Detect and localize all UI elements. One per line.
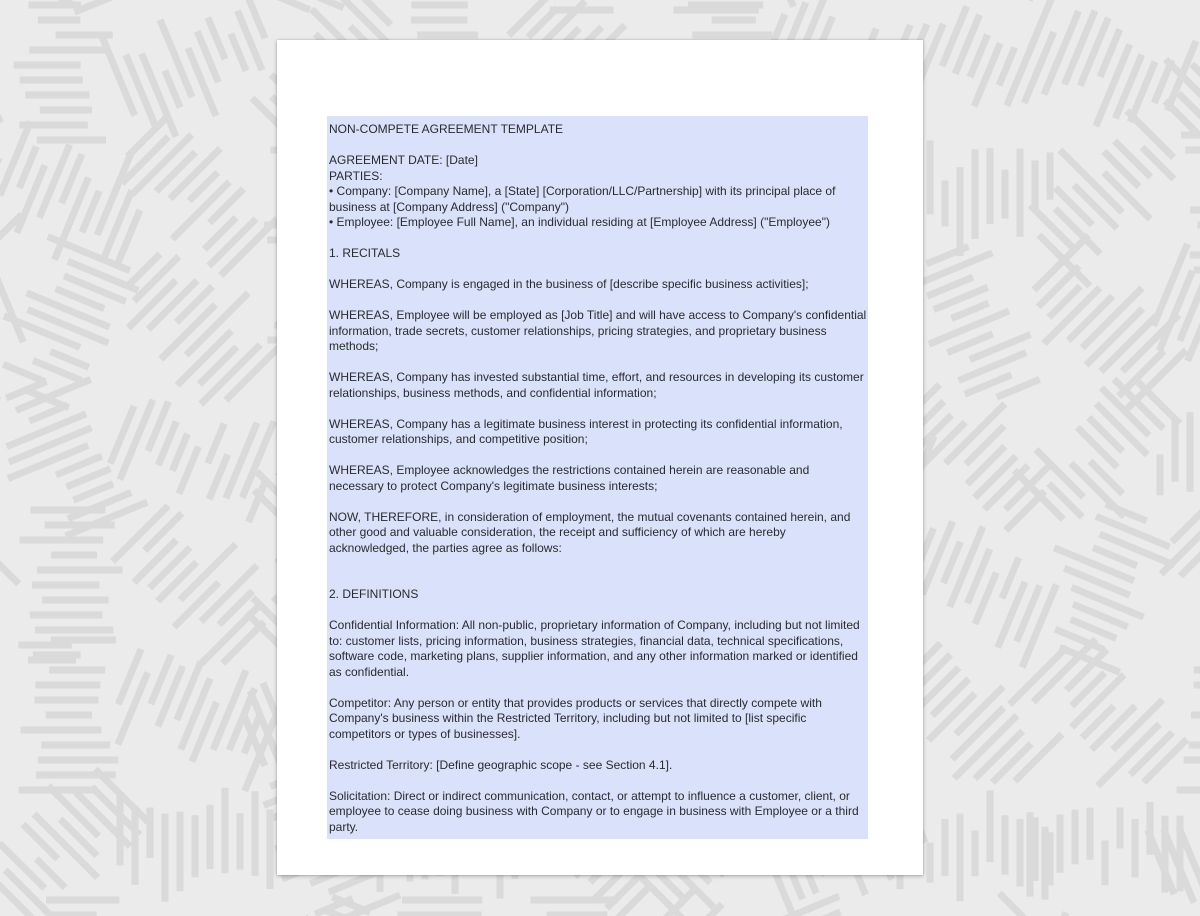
pattern-tile — [0, 0, 22, 6]
pattern-stroke — [272, 0, 309, 10]
pattern-stroke — [943, 542, 960, 583]
pattern-stroke — [922, 521, 952, 594]
pattern-stroke — [1096, 44, 1130, 126]
pattern-stroke — [3, 364, 45, 381]
section-heading-definitions: 2. DEFINITIONS — [329, 587, 419, 601]
now-therefore-paragraph: NOW, THEREFORE, in consideration of employment, the mutual covenants contained herein, and other good and valuable consideration, the receipt and sufficiency of which are hereby acknowledged, the parties agree as follows: — [329, 509, 851, 555]
pattern-stroke — [1138, 382, 1180, 424]
pattern-stroke — [1144, 739, 1187, 782]
party-company: • Company: [Company Name], a [State] [Corporation/LLC/Partnership] with its principal place of business at [Company Address] ("Company") — [329, 184, 836, 214]
pattern-stroke — [1002, 558, 1019, 599]
pattern-stroke — [1104, 173, 1150, 219]
pattern-stroke — [82, 191, 99, 232]
pattern-stroke — [0, 118, 2, 145]
pattern-tile — [1177, 640, 1200, 790]
pattern-stroke — [231, 34, 246, 71]
pattern-stroke — [951, 303, 988, 318]
pattern-tile — [398, 900, 498, 916]
pattern-stroke — [913, 253, 993, 286]
pattern-stroke — [997, 379, 1040, 397]
pattern-stroke — [19, 146, 36, 187]
pattern-stroke — [1064, 11, 1095, 85]
recital-paragraph: WHEREAS, Employee will be employed as [Job Title] and will have access to Company's confidential information, trade secrets, customer relationships, pricing strategies, and proprietary business methods; — [329, 308, 867, 353]
pattern-tile — [0, 364, 147, 548]
pattern-stroke — [1100, 534, 1175, 565]
pattern-tile — [1010, 626, 1195, 811]
pattern-stroke — [199, 347, 237, 385]
definition-paragraph: Solicitation: Direct or indirect communication, contact, or attempt to influence a customer, client, or employee to cease doing business with Company or to engage in business with Employee or a third party. — [329, 788, 859, 834]
pattern-tile — [1139, 497, 1200, 682]
pattern-tile — [103, 229, 291, 417]
pattern-stroke — [1038, 912, 1066, 916]
pattern-stroke — [992, 744, 1031, 783]
pattern-stroke — [118, 672, 148, 744]
pattern-tile — [0, 107, 23, 287]
section-heading-recitals: 1. RECITALS — [329, 246, 401, 260]
pattern-stroke — [950, 527, 983, 607]
pattern-stroke — [208, 424, 224, 464]
pattern-stroke — [39, 144, 69, 217]
pattern-stroke — [1106, 504, 1147, 521]
recital-paragraph: WHEREAS, Employee acknowledges the restrictions contained herein are reasonable and necessary to protect Company's legitimate business interests; — [329, 463, 810, 493]
pattern-stroke — [0, 843, 45, 888]
pattern-stroke — [1074, 185, 1117, 228]
pattern-tile — [106, 0, 285, 14]
pattern-stroke — [0, 262, 23, 342]
pattern-stroke — [0, 528, 19, 584]
pattern-stroke — [16, 379, 91, 410]
pattern-stroke — [68, 261, 138, 290]
pattern-stroke — [999, 47, 1015, 85]
parties-heading: PARTIES: — [329, 168, 383, 183]
pattern-stroke — [97, 153, 131, 235]
pattern-stroke — [150, 548, 190, 588]
pattern-stroke — [73, 484, 113, 500]
pattern-stroke — [1072, 587, 1144, 617]
pattern-stroke — [1159, 271, 1192, 351]
pattern-stroke — [28, 309, 109, 343]
pattern-stroke — [984, 465, 1028, 509]
pattern-stroke — [156, 152, 195, 191]
pattern-stroke — [929, 311, 1009, 344]
pattern-stroke — [0, 881, 31, 916]
pattern-tile — [1192, 0, 1200, 10]
pattern-stroke — [158, 562, 197, 601]
pattern-stroke — [970, 35, 988, 77]
document-title: NON-COMPETE AGREEMENT TEMPLATE — [329, 122, 564, 136]
pattern-stroke — [226, 423, 257, 498]
pattern-stroke — [1022, 584, 1056, 667]
pattern-stroke — [1077, 427, 1117, 467]
pattern-stroke — [213, 670, 246, 750]
pattern-stroke — [29, 405, 67, 421]
pattern-stroke — [181, 678, 210, 749]
pattern-tile — [757, 0, 935, 16]
pattern-stroke — [967, 446, 1005, 484]
recital-paragraph: WHEREAS, Company has a legitimate business interest in protecting its confidential information, customer relationships, and competitive position; — [329, 416, 843, 446]
pattern-stroke — [50, 351, 88, 367]
pattern-stroke — [120, 400, 153, 480]
pattern-stroke — [160, 20, 192, 97]
recital-paragraph: WHEREAS, Company has invested substantial time, effort, and resources in developing its customer relationships, business methods, and confidential information; — [329, 370, 864, 400]
pattern-tile — [0, 0, 9, 155]
pattern-tile — [120, 788, 270, 902]
pattern-tile — [106, 491, 289, 674]
pattern-stroke — [165, 71, 180, 108]
definition-paragraph: Competitor: Any person or entity that provides products or services that directly compete with Company's business within the Restricted Territory, including but not limited to [list specific competitors or types of businesses]. — [329, 695, 822, 741]
pattern-stroke — [1130, 732, 1172, 774]
pattern-tile — [102, 0, 287, 148]
pattern-stroke — [174, 582, 219, 627]
pattern-tile — [886, 0, 1066, 11]
pattern-stroke — [27, 293, 110, 327]
pattern-stroke — [127, 116, 168, 157]
pattern-stroke — [1068, 296, 1112, 340]
pattern-stroke — [999, 893, 1045, 916]
pattern-stroke — [0, 122, 30, 196]
pattern-stroke — [966, 426, 1004, 464]
pattern-tile — [0, 366, 1, 540]
definition-paragraph: Restricted Territory: [Define geographic scope - see Section 4.1]. — [329, 757, 673, 772]
pattern-stroke — [172, 434, 187, 471]
pattern-stroke — [1054, 548, 1134, 581]
pattern-stroke — [975, 456, 1016, 497]
pattern-stroke — [760, 0, 794, 7]
pattern-stroke — [134, 256, 179, 301]
pattern-tile — [1013, 0, 1199, 149]
agreement-date: AGREEMENT DATE: [Date] — [329, 153, 478, 167]
pattern-stroke — [1153, 244, 1187, 326]
recital-paragraph: WHEREAS, Company is engaged in the business of [describe specific business activities]; — [329, 277, 809, 291]
document-page — [277, 40, 923, 875]
pattern-stroke — [9, 428, 92, 462]
pattern-tile — [0, 498, 29, 680]
pattern-stroke — [7, 414, 86, 447]
pattern-stroke — [248, 0, 265, 38]
pattern-stroke — [8, 445, 88, 478]
pattern-tile — [1015, 0, 1191, 5]
pattern-stroke — [1092, 706, 1136, 750]
pattern-stroke — [126, 55, 156, 127]
pattern-stroke — [102, 36, 135, 115]
pattern-stroke — [1096, 516, 1170, 546]
document-body[interactable] — [329, 122, 867, 851]
pattern-tile — [109, 106, 284, 281]
pattern-stroke — [103, 190, 132, 260]
pattern-tile — [14, 0, 113, 140]
party-employee: • Employee: [Employee Full Name], an individual residing at [Employee Address] ("Employee") — [329, 215, 830, 229]
pattern-stroke — [134, 540, 176, 582]
definition-paragraph: Confidential Information: All non-public, proprietary information of Company, including but not limited to: customer lists, pricing information, business strategies, financial data, technical specifications, software code, marketing plans, supplier information, and any other information marked or identified as confidential. — [329, 618, 860, 679]
pattern-stroke — [208, 18, 225, 60]
pattern-stroke — [1038, 266, 1079, 307]
pattern-tile — [1020, 492, 1186, 676]
